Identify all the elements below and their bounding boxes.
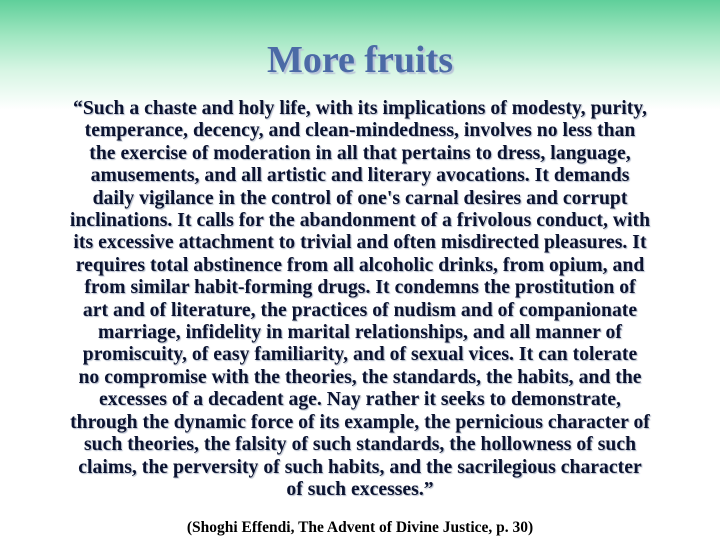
quote-line: of such excesses.” [286, 478, 434, 500]
quote-line: promiscuity, of easy familiarity, and of sexual vices. It can tolerate [82, 344, 638, 366]
quote-line: art and of literature, the practices of nudism and of companionate [82, 299, 638, 321]
citation: (Shoghi Effendi, The Advent of Divine Justice, p. 30) [186, 519, 534, 536]
quote-line: such theories, the falsity of such standards, the hollowness of such [83, 434, 637, 456]
quote-line: “Such a chaste and holy life, with its implications of modesty, purity, [73, 98, 647, 119]
quote-line: from similar habit-forming drugs. It condemns the prostitution of [84, 277, 636, 299]
quote-line: excesses of a decadent age. Nay rather it seeks to demonstrate, [99, 389, 621, 411]
quote-line: temperance, decency, and clean-mindedness, involves no less than [84, 120, 636, 142]
quote-line: marriage, infidelity in marital relationships, and all manner of [98, 322, 622, 344]
quote-line: its excessive attachment to trivial and often misdirected pleasures. It [73, 232, 647, 254]
quote-line: daily vigilance in the control of one's carnal desires and corrupt [92, 187, 628, 209]
quote-line: inclinations. It calls for the abandonment of a frivolous conduct, with [69, 210, 651, 232]
quote-line: amusements, and all artistic and literary avocations. It demands [90, 165, 630, 187]
quote-line: requires total abstinence from all alcoholic drinks, from opium, and [75, 254, 645, 276]
quote-line: no compromise with the theories, the standards, the habits, and the [78, 366, 642, 388]
quote-line: through the dynamic force of its example, the pernicious character of [70, 411, 650, 433]
slide-title: More fruits [266, 39, 454, 81]
quote-line: claims, the perversity of such habits, and the sacrilegious character [78, 456, 642, 478]
quote-line: the exercise of moderation in all that pertains to dress, language, [89, 142, 631, 164]
quote-block [4, 98, 716, 501]
